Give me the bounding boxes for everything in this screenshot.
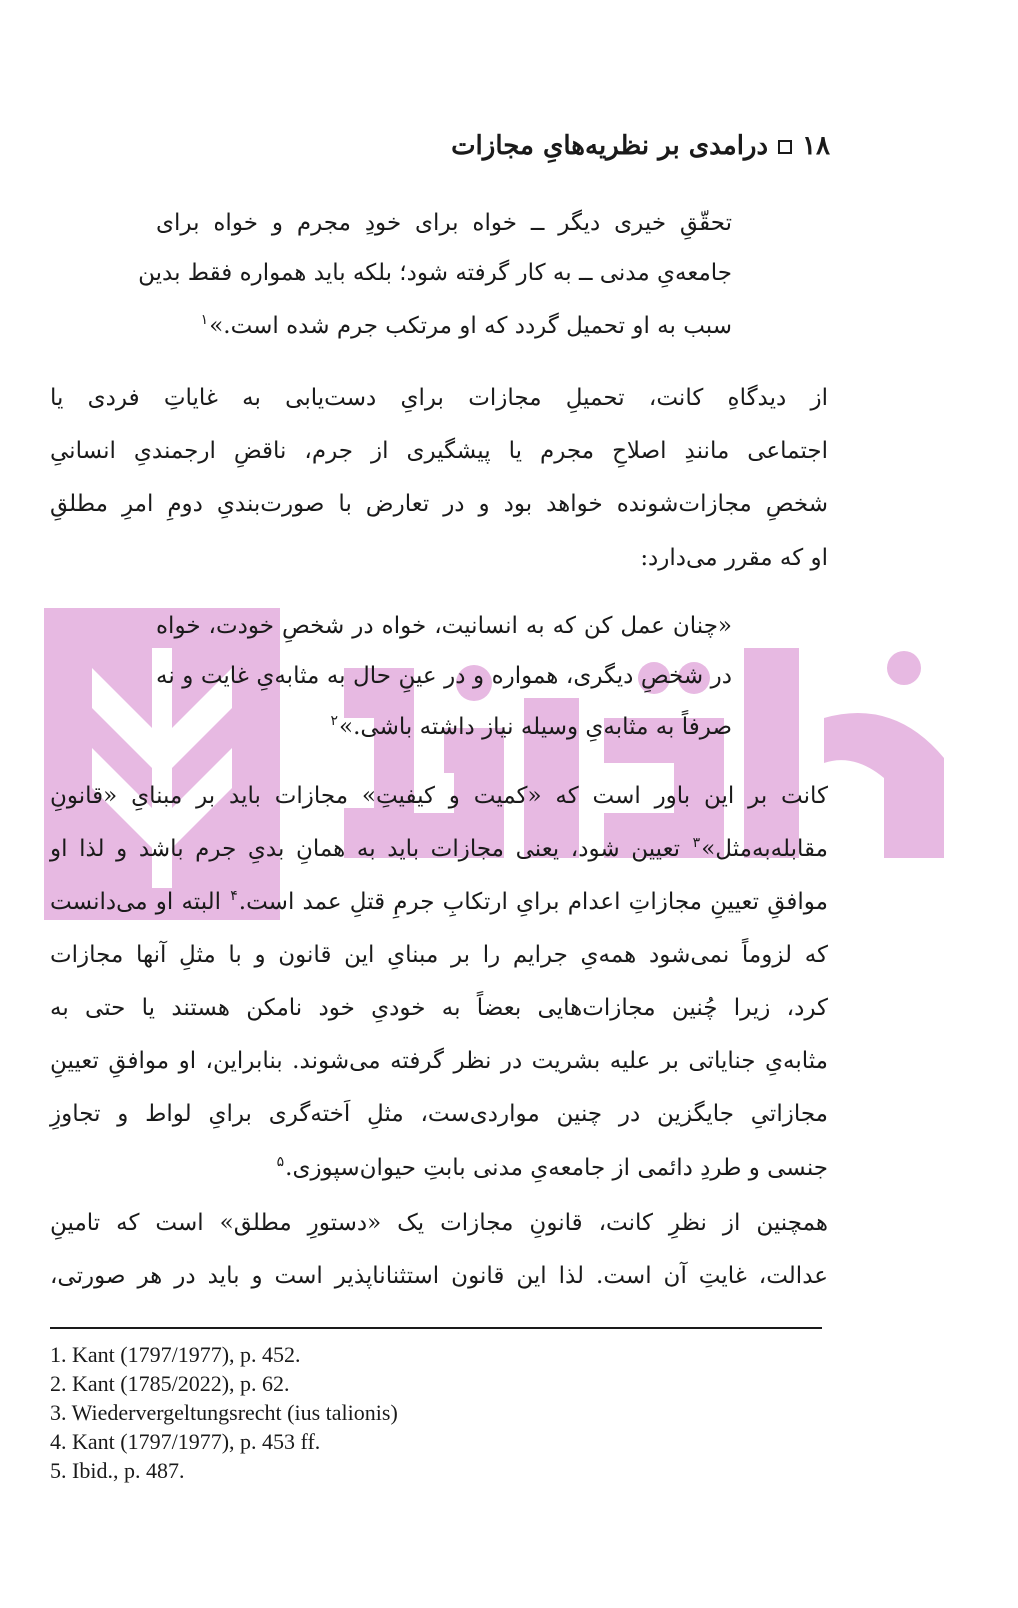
footnote-ref: ۵ <box>276 1154 285 1171</box>
para1-line: اجتماعی مانندِ اصلاحِ مجرم یا پیشگیری از جرم، ناقضِ ارجمندیِ انسانیِ <box>50 438 828 464</box>
para3-line: عدالت، غایتِ آن است. لذا این قانون استثناناپذیر است و باید در هر صورتی، <box>50 1263 828 1289</box>
para2-line: جنسی و طردِ دائمی از جامعه‌یِ مدنی بابتِ حیوان‌سپوزی.$^۵$ <box>276 1154 828 1181</box>
footnote-item: 4. Kant (1797/1977), p. 453 ff. <box>50 1429 321 1454</box>
quote1-line: جامعه‌یِ مدنی ــ به کار گرفته شود؛ بلکه باید همواره فقط بدین <box>138 260 732 286</box>
footnote-item: 2. Kant (1785/2022), p. 62. <box>50 1371 290 1396</box>
para2-line: مقابله‌به‌مثل»$^۳$ تعیین شود، یعنی مجازات باید به همانِ بدیِ جرم باشد و لذا او <box>50 835 828 862</box>
footnote-item: 5. Ibid., p. 487. <box>50 1458 185 1483</box>
para1-line: از دیدگاهِ کانت، تحمیلِ مجازات برایِ دست‌یابی به غایاتِ فردی یا <box>50 385 828 411</box>
page-number: ۱۸ <box>802 131 830 161</box>
watermark-logo-icon <box>44 608 964 920</box>
quote1-line: تحقّقِ خیری دیگر ــ خواه برای خودِ مجرم و خواه برای <box>156 210 732 236</box>
footnote-item: 1. Kant (1797/1977), p. 452. <box>50 1342 301 1367</box>
square-bullet-icon <box>778 140 792 154</box>
quote2-line: صرفاً به مثابه‌یِ وسیله نیاز داشته باشی.»$^۲$ <box>330 713 732 740</box>
footnotes <box>50 1340 822 1485</box>
para2-line: کانت بر این باور است که «کمیت و کیفیتِ» مجازات باید بر مبنایِ «قانونِ <box>50 783 828 809</box>
para2-line: موافقِ تعیینِ مجازاتِ اعدام برایِ ارتکابِ جرمِ قتلِ عمد است.$^۴$ البته او می‌دانست <box>50 888 828 915</box>
footnote-item: 3. Wiedervergeltungsrecht (ius talionis) <box>50 1400 398 1425</box>
book-title: درامدی بر نظریه‌هایِ مجازات <box>451 131 769 161</box>
running-header <box>130 128 830 164</box>
publisher-watermark <box>44 608 964 920</box>
footnote-ref: ۴ <box>230 888 238 905</box>
para2-line: که لزوماً نمی‌شود همه‌یِ جرایم را بر مبنایِ این قانون و با مثلِ آنها مجازات <box>50 942 828 968</box>
quote2-line: در شخصِ دیگری، همواره و در عینِ حال به مثابه‌یِ غایت و نه <box>156 663 732 689</box>
quote1-line: سبب به او تحمیل گردد که او مرتکب جرم شده است.»$^۱$ <box>200 312 732 339</box>
para2-line: کرد، زیرا چُنین مجازات‌هایی بعضاً به خودیِ خود نامکن هستند یا حتی به <box>50 995 828 1021</box>
para2-line: مجازاتیِ جایگزین در چنین مواردی‌ست، مثلِ اَخته‌گری برایِ لواط و تجاوزِ <box>50 1101 828 1127</box>
footnote-ref: ۲ <box>330 713 339 730</box>
para2-line: مثابه‌یِ جنایاتی بر علیه بشریت در نظر گرفته می‌شوند. بنابراین، او موافقِ تعیینِ <box>50 1048 828 1074</box>
footnote-divider <box>50 1327 822 1329</box>
para1-line: او که مقرر می‌دارد: <box>640 545 828 571</box>
para1-line: شخصِ مجازات‌شونده خواهد بود و در تعارض با صورت‌بندیِ دومِ امرِ مطلقِ <box>50 491 828 517</box>
footnote-ref: ۳ <box>692 835 701 852</box>
quote2-line: «چنان عمل کن که به انسانیت، خواه در شخصِ خودت، خواه <box>156 613 732 639</box>
para3-line: همچنین از نظرِ کانت، قانونِ مجازات یک «دستورِ مطلق» است که تامینِ <box>50 1210 828 1236</box>
footnote-ref: ۱ <box>200 312 209 329</box>
